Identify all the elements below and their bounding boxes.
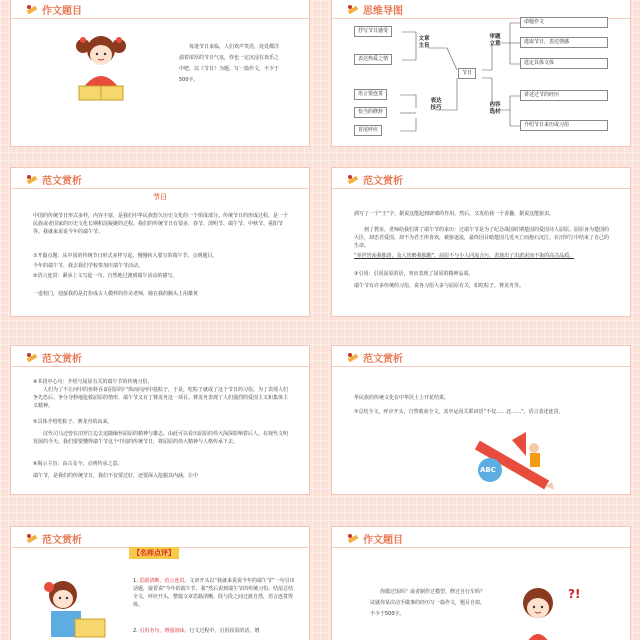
pencil-icon <box>25 173 39 187</box>
comment-2-highlight: 引用名句，增强韵味。 <box>139 628 190 634</box>
annotation-note: ⑤具体介绍吃粽子、赛龙舟的由来。 <box>33 419 113 425</box>
girl-thinking-illustration <box>498 575 581 640</box>
mindmap-node-theme-1: 抒写节日感受 <box>354 26 392 37</box>
annotation-note: ⑦总结全文，呼应开头，自然收束全文，其中运用关联词语“不仅……还……”，语言表述连贯。 <box>354 409 564 415</box>
slide-header <box>346 350 403 365</box>
comment-2-number: 2. <box>133 628 138 634</box>
slide-5-model-essay[interactable] <box>10 345 310 495</box>
essay-paragraph: 酒写了一个“王”字，据说这能起到辟邪的作用。然后，又发给我一个香囊，据说这能驱虫。 <box>354 211 555 217</box>
pencil-icon <box>25 351 39 365</box>
mindmap-node-material-2: 介绍节日来历或习俗 <box>520 120 608 131</box>
mindmap-node-theme-2: 表达热爱之情 <box>354 54 392 65</box>
mindmap-node-technique-1: 语言要连贯 <box>354 89 387 100</box>
mindmap-node-center: 节日 <box>458 68 476 79</box>
mindmap-node-technique-3: 首尾呼应 <box>354 125 382 136</box>
slide-header <box>25 172 82 187</box>
prompt-text: 每逢节日来临，人们欢声笑语，处处都洋溢着浓厚的节日气氛，你也一定沉浸在欢乐之中吧，以《节日》为题，写一篇作文，不少于500字。 <box>179 44 280 83</box>
mindmap-label-material: 内容选材 <box>489 102 501 115</box>
pencil-icon <box>25 3 39 17</box>
pencil-icon <box>25 532 39 546</box>
slide-3-model-essay[interactable] <box>10 167 310 317</box>
mindmap-label-theme: 文章主旨 <box>418 36 430 49</box>
mindmap-label-topic: 审题立意 <box>489 34 501 47</box>
slide-header <box>25 350 82 365</box>
header-divider <box>332 547 630 548</box>
pencil-megaphone-illustration <box>462 420 562 490</box>
slide-8-composition-prompt[interactable] <box>331 526 631 640</box>
slide-header <box>346 172 403 187</box>
slide-title: 作文题目 <box>363 535 403 546</box>
abc-badge: ABC <box>480 466 496 474</box>
essay-title: 节日 <box>153 193 167 201</box>
annotation-note: ④本段中心句：介绍与屈原有关的端午节的传统习俗。 <box>33 379 153 385</box>
slide-6-model-essay[interactable] <box>331 345 631 495</box>
annotation-note: ⑥揭示主旨：由古及今，点明传承之意。 <box>33 461 123 467</box>
annotation-note: ①开篇点题：从中国的传统节日形式多样写起，慢慢转入要写的端午节，点明题目。 <box>33 253 218 259</box>
slide-title: 范文赏析 <box>363 354 403 365</box>
header-divider <box>332 188 630 189</box>
essay-paragraph: 汉代司马迁曾在汨罗江边去追随缅怀屈原的精神与雄志，由此可以看出屈原的伟大深深影响着后人。在现代文明发展的今天，我们要要懂得端午节这个中国的传统节日，将屈原的伟大精神与人格传承下去。 <box>33 431 289 445</box>
pencil-icon <box>346 351 360 365</box>
comment-1-body: 文章开头以“我就来说说今年的端午节”一句引出话题，接着说“今年的端午节，我”然后说到端午节的传统习俗，结尾总结全文，呼应开头，整篇文章思路清晰，段与段之间过渡自然，语言连贯得体。 <box>133 578 295 608</box>
annotation-note: ②语言连贯：紧承上文写起一句，自然地过渡到端午活动的描写。 <box>33 273 178 279</box>
slide-title: 范文赏析 <box>42 354 82 365</box>
pencil-icon <box>346 173 360 187</box>
comment-1-number: 1. <box>133 578 138 584</box>
slide-title: 作文题目 <box>42 6 82 17</box>
girl-writing-illustration <box>31 571 111 640</box>
mindmap-node-material-1: 讲述过节的经历 <box>520 90 608 101</box>
comment-1-highlight: 思路清晰，语言连贯。 <box>139 578 190 584</box>
comment-header: 【名师点评】 <box>129 547 179 559</box>
slide-4-model-essay[interactable] <box>331 167 631 317</box>
comment-2-body: 行文过程中，引用屈原的话，增 <box>189 628 260 634</box>
essay-paragraph: 到了教室，老师给我们讲了端午节的来历：过端午节是为了纪念战国时期楚国的爱国诗人屈原。屈原身为楚国的大臣，却忠君爱国，却不为君王所喜欢，被驱逐流，最终因目睹楚国几近灭亡而抱石沉江。在汨罗江中结束了自己的生命。 <box>354 227 610 249</box>
slide-title: 范文赏析 <box>42 176 82 187</box>
mindmap-node-technique-2: 恰当的修辞 <box>354 107 387 118</box>
question-exclamation-mark: ?! <box>568 587 581 601</box>
prompt-text: 你做过饭吗？或者制作过模型、修过自行车吗？试就你某次动手做事的经历写一篇作文，题目自拟，不少于500字。 <box>370 589 486 617</box>
essay-paragraph: 端午节，是我们的传统节日，我们不仅要过好，还要深入挖掘其内涵，让中 <box>33 473 199 479</box>
mindmap-node-topic-1: 命题作文 <box>520 17 608 28</box>
essay-paragraph: 一进校门，迎接我的是打扮成古人模样的佳美老师，她在我的额头上用雄黄 <box>33 291 199 297</box>
slide-1-composition-prompt[interactable] <box>10 0 310 147</box>
mindmap-label-technique: 表达技巧 <box>430 98 442 111</box>
slide-header <box>25 531 82 546</box>
header-divider <box>332 366 630 367</box>
slide-header <box>346 531 403 546</box>
essay-paragraph: 端午节有许多传统的习俗，说各习俗大多与屈原有关，如吃粽子，赛龙舟等。 <box>354 283 525 289</box>
header-divider <box>11 366 309 367</box>
girl-reading-illustration <box>61 28 141 108</box>
essay-paragraph: 人们为了不让河中的鱼虾吞食屈原的尸体而向河中投粽子，于是，吃粽子就成了这个节日的习俗。为了表现人们争先恐后、争分夺秒地抢救屈原的情形，端午节又有了赛龙舟这一项目。赛龙舟表现了人们强烈的爱国主义和集体主义精神。 <box>33 387 289 409</box>
annotation-note: ③引用：引用屈原的话，突出表现了屈原的精神品质。 <box>354 271 474 277</box>
mindmap-node-topic-2: 选取节日，表达情感 <box>520 37 608 48</box>
header-divider <box>11 18 309 19</box>
essay-paragraph: 今年的端午节，我去我们学校参加庆端午节活动。 <box>33 263 144 269</box>
slide-7-teacher-comment[interactable] <box>10 526 310 640</box>
essay-paragraph: 中国的传统节日形式多样，内容丰富，是我们中华民族悠久历史文化的一个组成部分。传统节日的形成过程，是一个民族或者国家的历史文化长期积淀凝聚的过程。我们的传统节日有很多，春节、清明节、端午节、中秋节、重阳节等。我就来说说今年的端午节。 <box>33 213 289 235</box>
slide-header <box>25 2 82 17</box>
mindmap-node-topic-3: 选定具体文体 <box>520 58 608 69</box>
essay-paragraph: 华民族的传统文化在中华沃土上开花结果。 <box>354 395 450 401</box>
quoted-passage: “举世皆浊我独清，众人皆醉我独醒”，屈原不与小人同流合污，表现出了出淤泥而不染的高洁品质。 <box>354 253 575 259</box>
comment-2 <box>133 627 297 635</box>
comment-1 <box>133 577 297 609</box>
header-divider <box>11 188 309 189</box>
slide-title: 思维导图 <box>363 6 403 17</box>
slide-title: 范文赏析 <box>363 176 403 187</box>
pencil-icon <box>346 532 360 546</box>
slide-title: 范文赏析 <box>42 535 82 546</box>
slide-2-mind-map[interactable] <box>331 0 631 147</box>
